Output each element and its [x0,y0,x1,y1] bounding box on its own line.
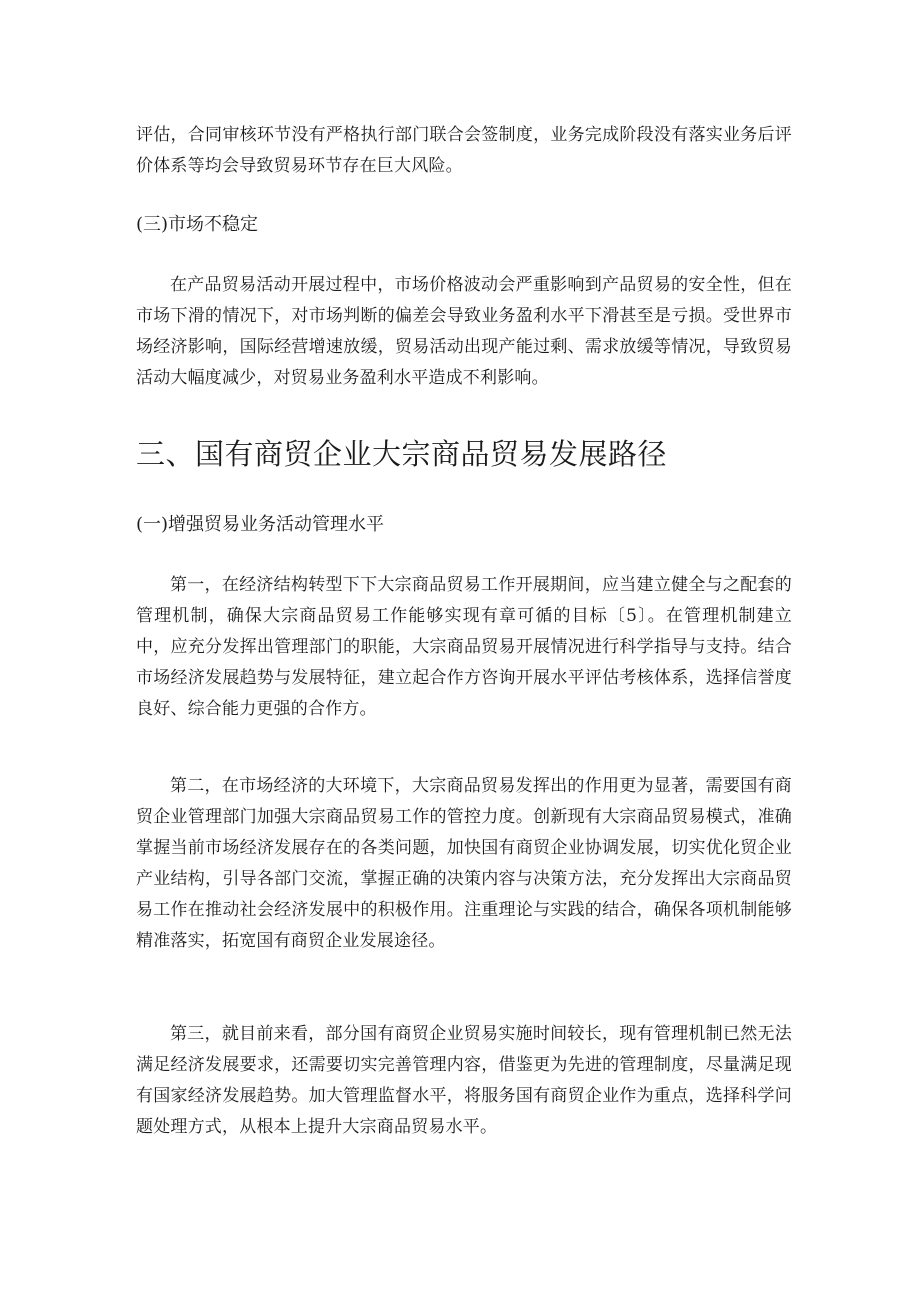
second-point-paragraph: 第二，在市场经济的大环境下，大宗商品贸易发挥出的作用更为显著，需要国有商贸企业管理部门加强大宗商品贸易工作的管控力度。创新现有大宗商品贸易模式，准确掌握当前市场经济发展存在的各类问题，加快国有商贸企业协调发展，切实优化贸企业产业结构，引导各部门交流，掌握正确的决策内容与决策方法，充分发挥出大宗商品贸易工作在推动社会经济发展中的积极作用。注重理论与实践的结合，确保各项机制能够精准落实，拓宽国有商贸企业发展途径。 [136,776,792,951]
continuation-paragraph: 评估，合同审核环节没有严格执行部门联合会签制度，业务完成阶段没有落实业务后评价体系等均会导致贸易环节存在巨大风险。 [136,125,792,176]
market-paragraph: 在产品贸易活动开展过程中，市场价格波动会严重影响到产品贸易的安全性，但在市场下滑的情况下，对市场判断的偏差会导致业务盈利水平下滑甚至是亏损。受世界市场经济影响，国际经营增速放缓，贸易活动出现产能过剩、需求放缓等情况，导致贸易活动大幅度减少，对贸易业务盈利水平造成不利影响。 [136,275,792,388]
subsection-heading-strengthen-management: (一)增强贸易业务活动管理水平 [136,514,385,535]
first-point-paragraph: 第一，在经济结构转型下下大宗商品贸易工作开展期间，应当建立健全与之配套的管理机制，确保大宗商品贸易工作能够实现有章可循的目标〔5〕。在管理机制建立中，应充分发挥出管理部门的职能，大宗商品贸易开展情况进行科学指导与支持。结合市场经济发展趋势与发展特征，建立起合作方咨询开展水平评估考核体系，选择信誉度良好、综合能力更强的合作方。 [136,575,792,719]
third-point-paragraph: 第三，就目前来看，部分国有商贸企业贸易实施时间较长，现有管理机制已然无法满足经济发展要求，还需要切实完善管理内容，借鉴更为先进的管理制度，尽量满足现有国家经济发展趋势。加大管理监督水平，将服务国有商贸企业作为重点，选择科学问题处理方式，从根本上提升大宗商品贸易水平。 [136,1024,792,1137]
subsection-heading-market-unstable: (三)市场不稳定 [136,214,259,235]
section-heading-development-path: 三、国有商贸企业大宗商品贸易发展路径 [136,437,668,471]
